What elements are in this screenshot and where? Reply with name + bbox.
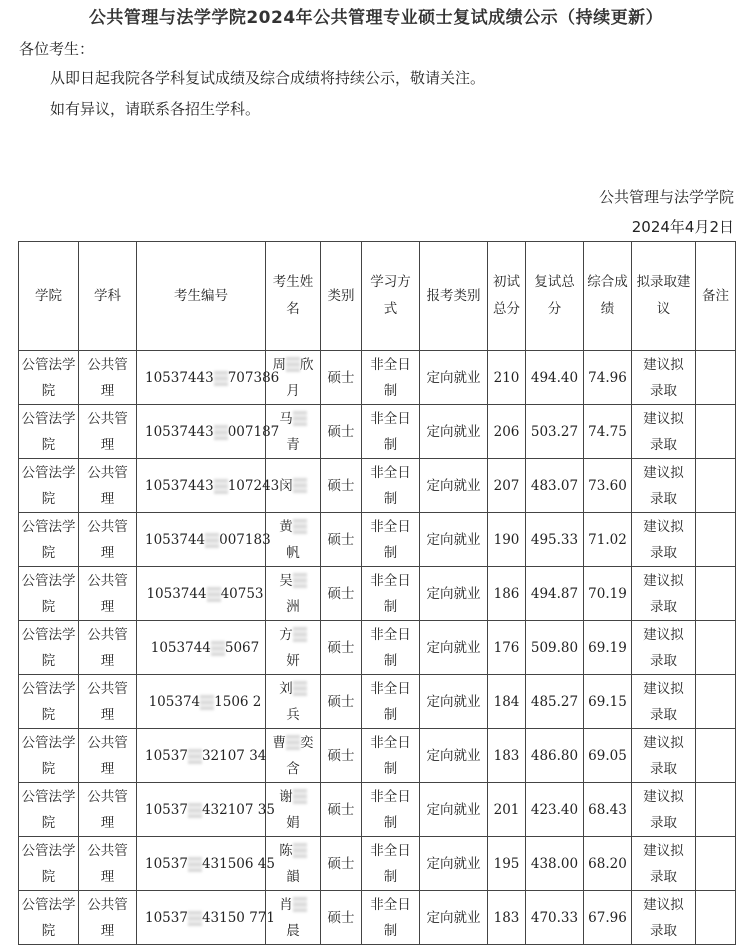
cell-name	[266, 513, 321, 567]
table-row	[19, 513, 736, 567]
cell-prelim-total: 195	[488, 837, 526, 891]
cell-remark	[696, 567, 736, 621]
redaction-mark	[214, 371, 228, 386]
cell-study-mode: 非全日制	[362, 729, 420, 783]
cell-college: 公管法学院	[19, 405, 79, 459]
cell-suggestion: 建议拟录取	[632, 729, 696, 783]
candidate-id-prefix: 1053744	[146, 585, 207, 602]
redaction-mark	[188, 857, 202, 872]
cell-college: 公管法学院	[19, 891, 79, 945]
cell-retest-total: 503.27	[526, 405, 584, 459]
cell-composite: 69.05	[584, 729, 632, 783]
cell-prelim-total: 210	[488, 351, 526, 405]
cell-suggestion: 建议拟录取	[632, 783, 696, 837]
cell-retest-total: 438.00	[526, 837, 584, 891]
cell-remark	[696, 405, 736, 459]
name-part-3: 含	[286, 760, 300, 777]
candidate-id-prefix: 105374	[148, 693, 201, 710]
redaction-mark	[188, 803, 202, 818]
header-prelim-total: 初试总分	[488, 242, 526, 351]
cell-name	[266, 729, 321, 783]
name-part-3: 兵	[286, 706, 300, 723]
candidate-id-suffix: 431506 45	[201, 855, 275, 872]
cell-study-mode: 非全日制	[362, 513, 420, 567]
candidate-id-suffix: 1506 2	[214, 693, 262, 710]
cell-candidate-id	[137, 675, 266, 729]
cell-retest-total: 494.87	[526, 567, 584, 621]
cell-apply-type: 定向就业	[420, 513, 488, 567]
cell-apply-type: 定向就业	[420, 567, 488, 621]
cell-apply-type: 定向就业	[420, 459, 488, 513]
table-row	[19, 891, 736, 945]
table-row	[19, 783, 736, 837]
candidate-id-prefix: 10537443	[145, 423, 214, 440]
header-college: 学院	[19, 242, 79, 351]
greeting: 各位考生：	[19, 40, 95, 58]
cell-remark	[696, 513, 736, 567]
name-part-1: 马	[279, 410, 293, 427]
cell-candidate-id	[137, 459, 280, 513]
name-part-1: 谢	[279, 788, 293, 805]
cell-discipline: 公共管理	[79, 891, 137, 945]
redaction-mark	[293, 897, 307, 912]
redaction-mark	[293, 573, 307, 588]
redaction-mark	[205, 533, 219, 548]
redaction-mark	[214, 425, 228, 440]
cell-college: 公管法学院	[19, 351, 79, 405]
header-composite: 综合成绩	[584, 242, 632, 351]
table-row	[19, 621, 736, 675]
signature-org: 公共管理与法学学院	[598, 188, 734, 206]
candidate-id-prefix: 10537	[145, 747, 188, 764]
header-suggestion: 拟录取建议	[632, 242, 696, 351]
name-part-2: 欣	[300, 356, 314, 373]
name-part-1: 黄	[279, 518, 293, 535]
cell-composite: 67.96	[584, 891, 632, 945]
cell-prelim-total: 190	[488, 513, 526, 567]
cell-discipline: 公共管理	[79, 729, 137, 783]
name-part-3: 妍	[286, 652, 300, 669]
redaction-mark	[293, 411, 307, 426]
cell-category: 硕士	[321, 405, 362, 459]
header-discipline: 学科	[79, 242, 137, 351]
header-remark: 备注	[696, 242, 736, 351]
cell-college: 公管法学院	[19, 783, 79, 837]
cell-candidate-id	[137, 351, 280, 405]
cell-composite: 70.19	[584, 567, 632, 621]
cell-discipline: 公共管理	[79, 783, 137, 837]
candidate-id-suffix: 40753	[220, 585, 264, 602]
cell-prelim-total: 183	[488, 729, 526, 783]
cell-prelim-total: 184	[488, 675, 526, 729]
cell-suggestion: 建议拟录取	[632, 621, 696, 675]
cell-apply-type: 定向就业	[420, 891, 488, 945]
name-part-1: 曹	[272, 734, 286, 751]
name-part-3: 青	[286, 436, 300, 453]
cell-discipline: 公共管理	[79, 405, 137, 459]
cell-study-mode: 非全日制	[362, 351, 420, 405]
cell-college: 公管法学院	[19, 837, 79, 891]
name-part-2: 奕	[300, 734, 314, 751]
redaction-mark	[286, 735, 300, 750]
candidate-id-prefix: 10537	[145, 855, 188, 872]
cell-composite: 71.02	[584, 513, 632, 567]
cell-remark	[696, 891, 736, 945]
header-category: 类别	[321, 242, 362, 351]
cell-study-mode: 非全日制	[362, 459, 420, 513]
page-title: 公共管理与法学学院2024年公共管理专业硕士复试成绩公示（持续更新）	[88, 8, 664, 28]
cell-college: 公管法学院	[19, 459, 79, 513]
results-table	[18, 241, 736, 945]
cell-college: 公管法学院	[19, 567, 79, 621]
redaction-mark	[293, 519, 307, 534]
candidate-id-suffix: 107243	[227, 477, 280, 494]
name-part-1: 闵	[279, 477, 293, 494]
cell-apply-type: 定向就业	[420, 621, 488, 675]
table-row	[19, 837, 736, 891]
cell-category: 硕士	[321, 567, 362, 621]
table-row	[19, 351, 736, 405]
redaction-mark	[286, 357, 300, 372]
cell-discipline: 公共管理	[79, 459, 137, 513]
cell-apply-type: 定向就业	[420, 729, 488, 783]
cell-category: 硕士	[321, 783, 362, 837]
cell-remark	[696, 351, 736, 405]
cell-prelim-total: 176	[488, 621, 526, 675]
cell-remark	[696, 675, 736, 729]
candidate-id-suffix: 5067	[224, 639, 260, 656]
cell-study-mode: 非全日制	[362, 675, 420, 729]
candidate-id-suffix: 43150 771	[201, 909, 275, 926]
cell-composite: 68.20	[584, 837, 632, 891]
cell-prelim-total: 183	[488, 891, 526, 945]
cell-discipline: 公共管理	[79, 513, 137, 567]
header-candidate-id: 考生编号	[137, 242, 266, 351]
candidate-id-suffix: 707386	[227, 369, 280, 386]
cell-suggestion: 建议拟录取	[632, 513, 696, 567]
candidate-id-prefix: 10537443	[145, 369, 214, 386]
header-study-mode: 学习方式	[362, 242, 420, 351]
redaction-mark	[211, 641, 225, 656]
cell-composite: 69.19	[584, 621, 632, 675]
name-part-1: 陈	[279, 842, 293, 859]
name-part-3: 帆	[286, 544, 300, 561]
name-part-3: 娟	[286, 814, 300, 831]
cell-category: 硕士	[321, 459, 362, 513]
cell-study-mode: 非全日制	[362, 891, 420, 945]
cell-discipline: 公共管理	[79, 567, 137, 621]
candidate-id-prefix: 1053744	[145, 531, 206, 548]
cell-suggestion: 建议拟录取	[632, 891, 696, 945]
candidate-id-suffix: 007187	[227, 423, 280, 440]
table-row	[19, 675, 736, 729]
cell-discipline: 公共管理	[79, 351, 137, 405]
cell-retest-total: 509.80	[526, 621, 584, 675]
cell-retest-total: 486.80	[526, 729, 584, 783]
cell-category: 硕士	[321, 675, 362, 729]
candidate-id-suffix: 32107 34	[201, 747, 267, 764]
name-part-1: 周	[272, 356, 286, 373]
candidate-id-prefix: 10537	[145, 909, 188, 926]
candidate-id-suffix: 007183	[219, 531, 271, 548]
cell-name	[266, 675, 321, 729]
table-row	[19, 729, 736, 783]
cell-apply-type: 定向就业	[420, 783, 488, 837]
cell-name	[266, 621, 321, 675]
cell-college: 公管法学院	[19, 621, 79, 675]
cell-composite: 74.96	[584, 351, 632, 405]
cell-category: 硕士	[321, 621, 362, 675]
cell-prelim-total: 201	[488, 783, 526, 837]
cell-suggestion: 建议拟录取	[632, 459, 696, 513]
cell-study-mode: 非全日制	[362, 405, 420, 459]
cell-category: 硕士	[321, 513, 362, 567]
cell-candidate-id	[137, 837, 275, 891]
name-part-3: 韻	[286, 868, 300, 885]
cell-prelim-total: 207	[488, 459, 526, 513]
paragraph-announcement: 从即日起我院各学科复试成绩及综合成绩将持续公示，敬请关注。	[50, 69, 486, 87]
candidate-id-prefix: 10537	[145, 801, 188, 818]
cell-study-mode: 非全日制	[362, 783, 420, 837]
name-part-3: 晨	[286, 922, 300, 939]
redaction-mark	[293, 789, 307, 804]
cell-candidate-id	[137, 513, 271, 567]
redaction-mark	[293, 627, 307, 642]
header-apply-type: 报考类别	[420, 242, 488, 351]
redaction-mark	[207, 587, 221, 602]
cell-college: 公管法学院	[19, 729, 79, 783]
cell-suggestion: 建议拟录取	[632, 567, 696, 621]
table-header-row	[19, 242, 736, 351]
cell-suggestion: 建议拟录取	[632, 837, 696, 891]
cell-remark	[696, 783, 736, 837]
cell-candidate-id	[137, 729, 266, 783]
cell-category: 硕士	[321, 729, 362, 783]
redaction-mark	[188, 911, 202, 926]
cell-college: 公管法学院	[19, 513, 79, 567]
cell-candidate-id	[137, 405, 280, 459]
redaction-mark	[188, 749, 202, 764]
name-part-1: 方	[279, 626, 293, 643]
cell-retest-total: 495.33	[526, 513, 584, 567]
cell-composite: 73.60	[584, 459, 632, 513]
cell-remark	[696, 729, 736, 783]
cell-apply-type: 定向就业	[420, 405, 488, 459]
table-row	[19, 459, 736, 513]
redaction-mark	[293, 478, 307, 493]
cell-prelim-total: 206	[488, 405, 526, 459]
redaction-mark	[293, 843, 307, 858]
cell-retest-total: 485.27	[526, 675, 584, 729]
name-part-1: 刘	[279, 680, 293, 697]
cell-apply-type: 定向就业	[420, 837, 488, 891]
cell-apply-type: 定向就业	[420, 351, 488, 405]
cell-composite: 68.43	[584, 783, 632, 837]
cell-remark	[696, 837, 736, 891]
cell-college: 公管法学院	[19, 675, 79, 729]
name-part-3: 月	[286, 382, 300, 399]
name-part-1: 肖	[279, 896, 293, 913]
cell-study-mode: 非全日制	[362, 837, 420, 891]
candidate-id-suffix: 432107 35	[201, 801, 275, 818]
cell-candidate-id	[137, 621, 266, 675]
cell-discipline: 公共管理	[79, 621, 137, 675]
cell-name	[266, 567, 321, 621]
cell-remark	[696, 621, 736, 675]
cell-suggestion: 建议拟录取	[632, 405, 696, 459]
cell-prelim-total: 186	[488, 567, 526, 621]
header-name: 考生姓名	[266, 242, 321, 351]
cell-retest-total: 470.33	[526, 891, 584, 945]
cell-suggestion: 建议拟录取	[632, 675, 696, 729]
name-part-1: 吴	[279, 572, 293, 589]
candidate-id-prefix: 1053744	[150, 639, 211, 656]
cell-remark	[696, 459, 736, 513]
paragraph-contact: 如有异议，请联系各招生学科。	[50, 100, 261, 118]
cell-category: 硕士	[321, 351, 362, 405]
table-row	[19, 567, 736, 621]
header-retest-total: 复试总分	[526, 242, 584, 351]
candidate-id-prefix: 10537443	[145, 477, 214, 494]
redaction-mark	[293, 681, 307, 696]
cell-retest-total: 483.07	[526, 459, 584, 513]
cell-category: 硕士	[321, 891, 362, 945]
cell-candidate-id	[137, 567, 266, 621]
cell-retest-total: 494.40	[526, 351, 584, 405]
cell-candidate-id	[137, 783, 275, 837]
cell-discipline: 公共管理	[79, 675, 137, 729]
cell-candidate-id	[137, 891, 275, 945]
cell-apply-type: 定向就业	[420, 675, 488, 729]
cell-study-mode: 非全日制	[362, 567, 420, 621]
cell-discipline: 公共管理	[79, 837, 137, 891]
cell-composite: 69.15	[584, 675, 632, 729]
signature-date: 2024年4月2日	[631, 218, 734, 236]
name-part-3: 洲	[286, 598, 300, 615]
cell-category: 硕士	[321, 837, 362, 891]
redaction-mark	[214, 479, 228, 494]
cell-suggestion: 建议拟录取	[632, 351, 696, 405]
cell-study-mode: 非全日制	[362, 621, 420, 675]
redaction-mark	[200, 695, 214, 710]
table-row	[19, 405, 736, 459]
cell-retest-total: 423.40	[526, 783, 584, 837]
cell-composite: 74.75	[584, 405, 632, 459]
